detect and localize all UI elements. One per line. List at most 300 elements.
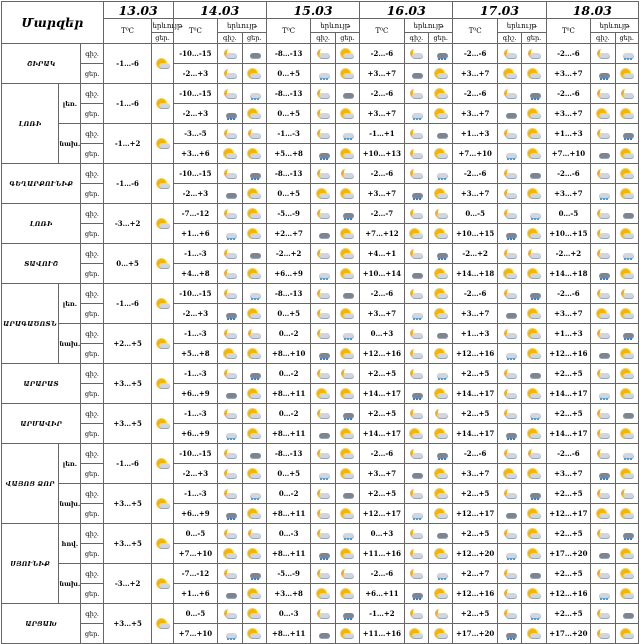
weather-cell [522, 444, 546, 464]
snow-icon [596, 189, 610, 200]
moon-cloud-icon [503, 129, 517, 140]
date-header: 15.03 [266, 2, 359, 19]
moon-cloud-icon [596, 489, 610, 500]
weather-cell [615, 144, 639, 164]
temp-value: +14…+17 [360, 424, 405, 444]
weather-cell [615, 564, 639, 584]
rain-icon [340, 209, 354, 220]
weather-cell [311, 544, 335, 564]
weather-cell [497, 104, 521, 124]
weather-cell [242, 364, 266, 384]
weather-cell [335, 464, 359, 484]
moon-cloud-icon [409, 149, 423, 160]
table-row [2, 544, 639, 564]
moon-cloud-icon [503, 89, 517, 100]
temp-value: +12…+20 [453, 544, 498, 564]
table-row [2, 424, 639, 444]
temp-value: -1…-6 [103, 84, 152, 124]
weather-cell [218, 204, 242, 224]
weather-cell [591, 44, 615, 64]
weather-cell [335, 144, 359, 164]
table-row [2, 304, 639, 324]
cloud-icon [596, 149, 610, 160]
phenomenon-header: երևույթ [218, 19, 267, 33]
sun-icon [247, 409, 261, 420]
day-label: ցեր. [615, 33, 639, 44]
temp-value: -8…-13 [266, 164, 311, 184]
weather-cell [242, 504, 266, 524]
weather-cell [429, 44, 453, 64]
weather-cell [152, 564, 173, 604]
weather-cell [404, 444, 428, 464]
moon-cloud-icon [503, 609, 517, 620]
weather-cell [615, 304, 639, 324]
sun-icon [156, 539, 170, 550]
day-night-label: ցեր. [81, 384, 103, 404]
temp-value: +12…+16 [453, 344, 498, 364]
sun-icon [620, 629, 634, 640]
weather-cell [429, 84, 453, 104]
temp-value: 0…+5 [266, 64, 311, 84]
sun-icon [434, 109, 448, 120]
weather-cell [311, 264, 335, 284]
moon-cloud-icon [434, 209, 448, 220]
moon-cloud-icon [503, 389, 517, 400]
rain-icon [620, 329, 634, 340]
temp-value: -8…-13 [266, 84, 311, 104]
temp-header: T⁰C [173, 19, 218, 44]
moon-cloud-icon [223, 609, 237, 620]
moon-cloud-icon [316, 529, 330, 540]
moon-cloud-icon [409, 129, 423, 140]
sun-icon [247, 629, 261, 640]
table-row [2, 224, 639, 244]
day-night-label: գիշ. [81, 124, 103, 144]
sun-icon [316, 589, 330, 600]
weather-cell [311, 524, 335, 544]
weather-cell [497, 544, 521, 564]
weather-cell [404, 144, 428, 164]
sun-icon [434, 429, 448, 440]
weather-cell [591, 124, 615, 144]
weather-cell [429, 484, 453, 504]
day-night-label: գիշ. [81, 244, 103, 264]
temp-value: +1…+3 [546, 324, 591, 344]
sun-icon [596, 109, 610, 120]
night-label: գիշ. [497, 33, 521, 44]
weather-cell [242, 44, 266, 64]
day-night-label: գիշ. [81, 84, 103, 104]
region-subzone: լեռ. [59, 284, 81, 324]
weather-cell [152, 204, 173, 244]
weather-cell [615, 164, 639, 184]
weather-cell [404, 324, 428, 344]
moon-cloud-icon [409, 609, 423, 620]
temp-value: +2…+5 [546, 604, 591, 624]
weather-cell [615, 424, 639, 444]
temp-value: 0…-3 [266, 604, 311, 624]
weather-cell [404, 604, 428, 624]
temp-value: +3…+7 [360, 64, 405, 84]
temp-value: -2…+3 [173, 64, 218, 84]
temp-value: -1…-3 [173, 484, 218, 504]
snow-icon [596, 589, 610, 600]
weather-cell [591, 444, 615, 464]
cloud-icon [434, 129, 448, 140]
weather-cell [429, 424, 453, 444]
weather-cell [497, 64, 521, 84]
weather-cell [429, 404, 453, 424]
weather-cell [311, 204, 335, 224]
temp-value: -2…-6 [360, 44, 405, 64]
sun-icon [340, 469, 354, 480]
sun-icon [156, 139, 170, 150]
temp-value: +2…+5 [546, 404, 591, 424]
weather-cell [335, 404, 359, 424]
date-header: 16.03 [360, 2, 453, 19]
temp-value: 0…+5 [103, 244, 152, 284]
temp-value: -5…-9 [266, 204, 311, 224]
sun-icon [316, 389, 330, 400]
weather-cell [522, 464, 546, 484]
weather-cell [429, 104, 453, 124]
rain-icon [247, 569, 261, 580]
temp-value: +12…+16 [360, 344, 405, 364]
weather-cell [522, 244, 546, 264]
table-row [2, 324, 639, 344]
weather-cell [615, 624, 639, 644]
temp-value: 0…-5 [173, 604, 218, 624]
sun-icon [434, 289, 448, 300]
rain-icon [620, 129, 634, 140]
moon-cloud-icon [409, 449, 423, 460]
day-label: ցեր. [242, 33, 266, 44]
moon-cloud-icon [596, 569, 610, 580]
sun-icon [620, 349, 634, 360]
temp-value: 0…-5 [546, 204, 591, 224]
moon-cloud-icon [434, 609, 448, 620]
weather-cell [335, 424, 359, 444]
temp-value: 0…+3 [360, 524, 405, 544]
moon-cloud-icon [596, 49, 610, 60]
weather-cell [242, 124, 266, 144]
weather-cell [497, 384, 521, 404]
temp-header: T⁰C [103, 19, 152, 44]
weather-cell [404, 344, 428, 364]
cloud-icon [503, 109, 517, 120]
temp-value: +2…+5 [453, 524, 498, 544]
sun-icon [527, 269, 541, 280]
sun-icon [527, 529, 541, 540]
weather-cell [311, 484, 335, 504]
temp-value: -7…-12 [173, 564, 218, 584]
rain-icon [316, 149, 330, 160]
table-row [2, 204, 639, 224]
weather-cell [522, 84, 546, 104]
temp-value: -2…-6 [546, 284, 591, 304]
weather-cell [152, 124, 173, 164]
weather-cell [335, 604, 359, 624]
weather-cell [591, 184, 615, 204]
moon-cloud-icon [409, 489, 423, 500]
weather-cell [404, 364, 428, 384]
sun-icon [620, 569, 634, 580]
weather-cell [311, 304, 335, 324]
weather-cell [218, 224, 242, 244]
weather-cell [522, 344, 546, 364]
moon-cloud-icon [409, 49, 423, 60]
weather-cell [522, 544, 546, 564]
weather-cell [615, 604, 639, 624]
moon-cloud-icon [316, 489, 330, 500]
weather-cell [335, 564, 359, 584]
sun-icon [527, 349, 541, 360]
temp-value: +3…+7 [453, 64, 498, 84]
temp-value: +14…+17 [546, 424, 591, 444]
temp-header: T⁰C [453, 19, 498, 44]
temp-value: +5…+8 [266, 144, 311, 164]
moon-cloud-icon [503, 189, 517, 200]
temp-value: +8…+11 [266, 624, 311, 644]
table-row [2, 564, 639, 584]
day-night-label: գիշ. [81, 604, 103, 624]
region-name: ԳԵՂԱՐՔՈՒՆԻՔ [2, 164, 81, 204]
moon-cloud-icon [596, 89, 610, 100]
weather-cell [242, 204, 266, 224]
weather-cell [522, 204, 546, 224]
temp-value: +7…+10 [546, 144, 591, 164]
rain-icon [340, 409, 354, 420]
sun-icon [156, 259, 170, 270]
region-subzone: նախ. [59, 564, 81, 604]
weather-cell [615, 124, 639, 144]
temp-value: +4…+1 [360, 244, 405, 264]
rain-icon [503, 629, 517, 640]
day-night-label: ցեր. [81, 144, 103, 164]
weather-cell [522, 484, 546, 504]
weather-cell [497, 404, 521, 424]
temp-value: +2…+5 [453, 484, 498, 504]
temp-value: +1…+6 [173, 224, 218, 244]
weather-cell [429, 604, 453, 624]
sun-icon [156, 499, 170, 510]
day-label: ցեր. [429, 33, 453, 44]
snow-icon [247, 289, 261, 300]
weather-cell [152, 404, 173, 444]
moon-cloud-icon [503, 489, 517, 500]
weather-cell [404, 504, 428, 524]
moon-cloud-icon [316, 329, 330, 340]
temp-value: -2…+2 [546, 244, 591, 264]
moon-cloud-icon [409, 209, 423, 220]
sun-icon [247, 149, 261, 160]
temp-value: +8…+11 [266, 504, 311, 524]
cloud-icon [527, 169, 541, 180]
cloud-icon [223, 189, 237, 200]
weather-cell [218, 404, 242, 424]
weather-cell [591, 304, 615, 324]
weather-cell [497, 324, 521, 344]
region-header: Մարզեր [2, 2, 104, 44]
weather-cell [591, 404, 615, 424]
snow-icon [247, 89, 261, 100]
weather-cell [429, 144, 453, 164]
weather-cell [591, 464, 615, 484]
temp-value: +3…+7 [546, 104, 591, 124]
weather-cell [591, 544, 615, 564]
sun-icon [247, 109, 261, 120]
sun-icon [527, 129, 541, 140]
sun-icon [340, 349, 354, 360]
day-night-label: գիշ. [81, 44, 103, 64]
weather-cell [615, 204, 639, 224]
moon-cloud-icon [596, 289, 610, 300]
weather-cell [311, 44, 335, 64]
weather-cell [404, 404, 428, 424]
sun-icon [434, 69, 448, 80]
weather-cell [335, 84, 359, 104]
weather-cell [404, 284, 428, 304]
weather-cell [497, 124, 521, 144]
weather-cell [311, 64, 335, 84]
temp-value: -1…+2 [103, 124, 152, 164]
moon-cloud-icon [223, 369, 237, 380]
temp-value: +2…+5 [453, 404, 498, 424]
moon-cloud-icon [340, 569, 354, 580]
moon-cloud-icon [409, 169, 423, 180]
sun-icon [156, 459, 170, 470]
rain-icon [527, 289, 541, 300]
sun-icon [247, 429, 261, 440]
weather-cell [311, 124, 335, 144]
temp-value: -3…-5 [173, 124, 218, 144]
weather-cell [591, 224, 615, 244]
weather-cell [615, 364, 639, 384]
sun-icon [247, 609, 261, 620]
weather-cell [218, 124, 242, 144]
rain-icon [316, 349, 330, 360]
weather-cell [242, 564, 266, 584]
weather-cell [615, 184, 639, 204]
sun-icon [620, 109, 634, 120]
weather-cell [218, 164, 242, 184]
weather-cell [591, 284, 615, 304]
sun-icon [434, 589, 448, 600]
temp-value: -1…-3 [173, 324, 218, 344]
moon-cloud-icon [409, 369, 423, 380]
weather-cell [429, 524, 453, 544]
weather-cell [242, 484, 266, 504]
moon-cloud-icon [409, 249, 423, 260]
weather-cell [218, 84, 242, 104]
weather-cell [152, 324, 173, 364]
weather-cell [311, 424, 335, 444]
temp-value: -1…-6 [103, 164, 152, 204]
weather-cell [404, 544, 428, 564]
moon-cloud-icon [223, 289, 237, 300]
region-name: ԱՐՑԱԽ [2, 604, 81, 644]
moon-cloud-icon [316, 249, 330, 260]
rain-icon [247, 169, 261, 180]
weather-cell [335, 304, 359, 324]
sun-icon [527, 189, 541, 200]
sun-icon [434, 349, 448, 360]
weather-cell [218, 524, 242, 544]
snow-icon [596, 389, 610, 400]
weather-cell [404, 84, 428, 104]
weather-cell [152, 364, 173, 404]
cloud-icon [527, 569, 541, 580]
temp-value: +14…+17 [453, 384, 498, 404]
sun-icon [156, 379, 170, 390]
sun-icon [156, 299, 170, 310]
sun-icon [223, 349, 237, 360]
weather-cell [522, 144, 546, 164]
weather-cell [242, 424, 266, 444]
weather-cell [591, 604, 615, 624]
cloud-icon [434, 529, 448, 540]
weather-cell [404, 464, 428, 484]
snow-icon [409, 109, 423, 120]
weather-cell [522, 404, 546, 424]
sun-icon [527, 629, 541, 640]
moon-cloud-icon [316, 509, 330, 520]
temp-value: -8…-13 [266, 284, 311, 304]
weather-cell [218, 184, 242, 204]
snow-icon [223, 629, 237, 640]
weather-cell [404, 44, 428, 64]
sun-icon [247, 389, 261, 400]
weather-cell [591, 84, 615, 104]
sun-icon [340, 429, 354, 440]
table-row [2, 44, 639, 64]
weather-cell [497, 624, 521, 644]
weather-cell [335, 44, 359, 64]
temp-value: -1…-3 [266, 124, 311, 144]
temp-value: -8…-13 [266, 44, 311, 64]
sun-icon [340, 389, 354, 400]
temp-value: -8…-13 [266, 444, 311, 464]
snow-icon [340, 129, 354, 140]
sun-icon [340, 109, 354, 120]
moon-cloud-icon [223, 489, 237, 500]
day-night-label: գիշ. [81, 484, 103, 504]
moon-cloud-icon [527, 449, 541, 460]
temp-value: +12…+16 [546, 584, 591, 604]
weather-cell [218, 304, 242, 324]
table-row [2, 484, 639, 504]
sun-icon [340, 589, 354, 600]
weather-cell [242, 544, 266, 564]
day-night-label: գիշ. [81, 564, 103, 584]
snow-icon [620, 49, 634, 60]
weather-cell [335, 64, 359, 84]
temp-value: +2…+5 [360, 484, 405, 504]
temp-value: 0…-3 [266, 524, 311, 544]
weather-cell [591, 624, 615, 644]
date-header: 13.03 [103, 2, 173, 19]
temp-value: +3…+6 [173, 144, 218, 164]
weather-cell [335, 224, 359, 244]
weather-cell [218, 44, 242, 64]
moon-cloud-icon [503, 569, 517, 580]
snow-icon [620, 249, 634, 260]
sun-icon [340, 49, 354, 60]
temp-value: 0…-2 [266, 404, 311, 424]
weather-cell [218, 244, 242, 264]
sun-icon [340, 269, 354, 280]
table-row [2, 504, 639, 524]
